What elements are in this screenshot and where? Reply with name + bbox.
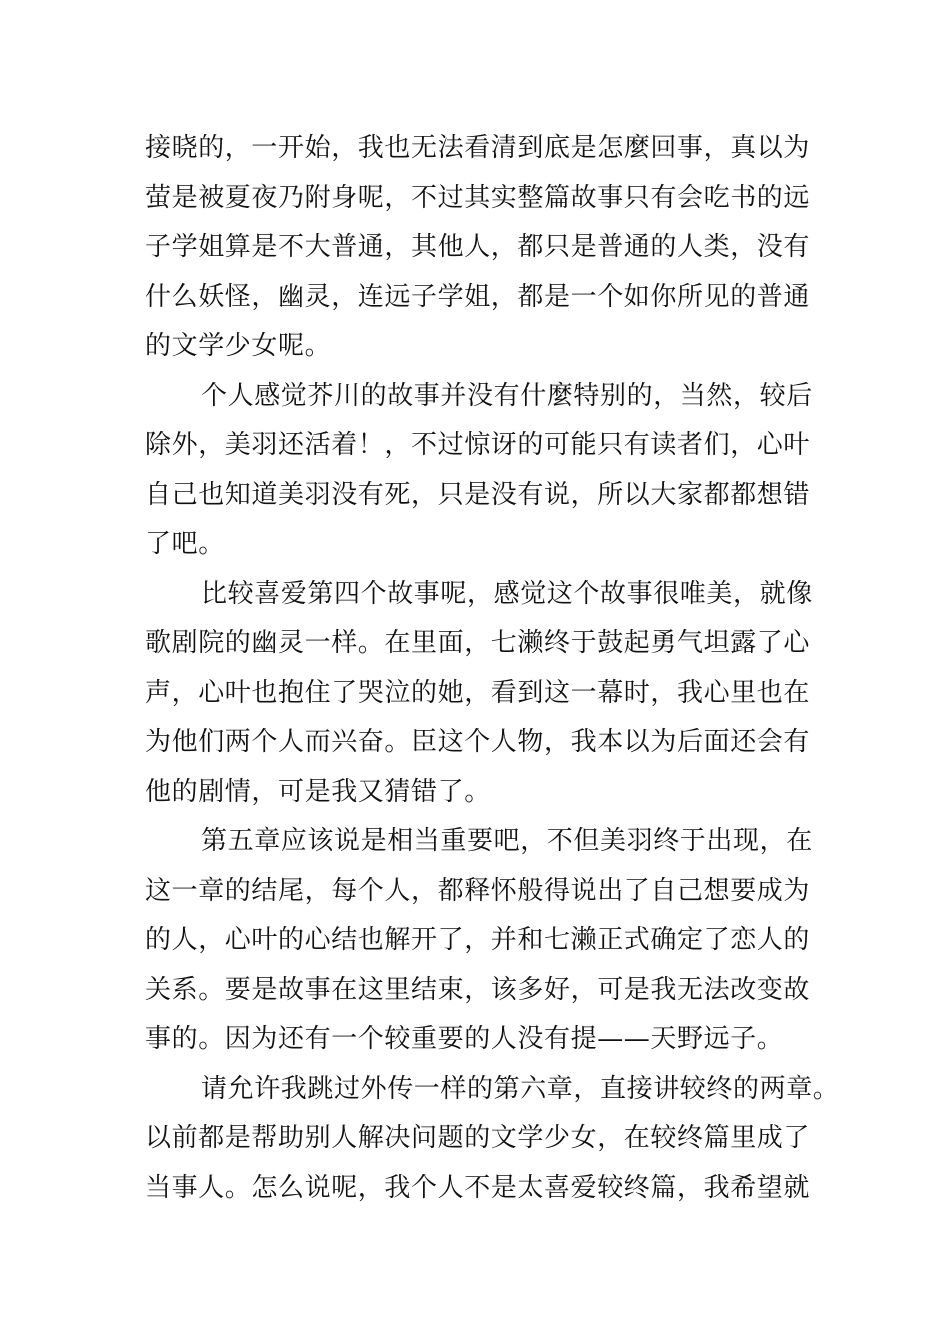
text-line: 为他们两个人而兴奋。臣这个人物，我本以为后面还会有 (145, 727, 811, 757)
text-line: 个人感觉芥川的故事并没有什麼特别的，当然，较后 (201, 380, 813, 411)
text-line: 以前都是帮助别人解决问题的文学少女，在较终篇里成了 (145, 1123, 811, 1153)
text-line: 子学姐算是不大普通，其他人，都只是普通的人类，没有 (145, 232, 811, 262)
text-line: 第五章应该说是相当重要吧，不但美羽终于出现，在 (201, 826, 813, 856)
text-line: 的人，心叶的心结也解开了，并和七濑正式确定了恋人的 (145, 925, 811, 955)
text-line: 请允许我跳过外传一样的第六章，直接讲较终的两章。 (201, 1073, 840, 1104)
text-line: 的文学少女呢。 (145, 331, 332, 361)
text-line: 自己也知道美羽没有死，只是没有说，所以大家都都想错 (145, 479, 811, 510)
text-line: 事的。因为还有一个较重要的人没有提——天野远子。 (145, 1024, 784, 1054)
body-text (145, 124, 840, 1213)
paragraph-1 (145, 124, 825, 372)
text-line: 除外，美羽还活着！，不过惊讶的可能只有读者们，心叶 (145, 430, 811, 460)
text-line: 接晓的，一开始，我也无法看清到底是怎麼回事，真以为 (145, 133, 811, 163)
paragraph-3 (145, 570, 825, 818)
text-line: 他的剧情，可是我又猜错了。 (145, 776, 491, 807)
text-line: 了吧。 (145, 529, 225, 559)
paragraph-2 (145, 372, 825, 570)
text-line: 声，心叶也抱住了哭泣的她，看到这一幕时，我心里也在 (145, 677, 811, 708)
text-line: 萤是被夏夜乃附身呢，不过其实整篇故事只有会吃书的远 (145, 182, 811, 213)
text-line: 这一章的结尾，每个人，都释怀般得说出了自己想要成为 (145, 875, 811, 906)
paragraph-4 (145, 817, 825, 1065)
paragraph-5 (145, 1065, 840, 1214)
text-line: 比较喜爱第四个故事呢，感觉这个故事很唯美，就像 (201, 578, 813, 609)
text-line: 当事人。怎么说呢，我个人不是太喜爱较终篇，我希望就 (145, 1172, 811, 1203)
text-line: 歌剧院的幽灵一样。在里面，七濑终于鼓起勇气坦露了心 (145, 628, 811, 658)
text-line: 什么妖怪，幽灵，连远子学姐，都是一个如你所见的普通 (145, 281, 811, 312)
text-line: 关系。要是故事在这里结束，该多好，可是我无法改变故 (145, 974, 811, 1005)
